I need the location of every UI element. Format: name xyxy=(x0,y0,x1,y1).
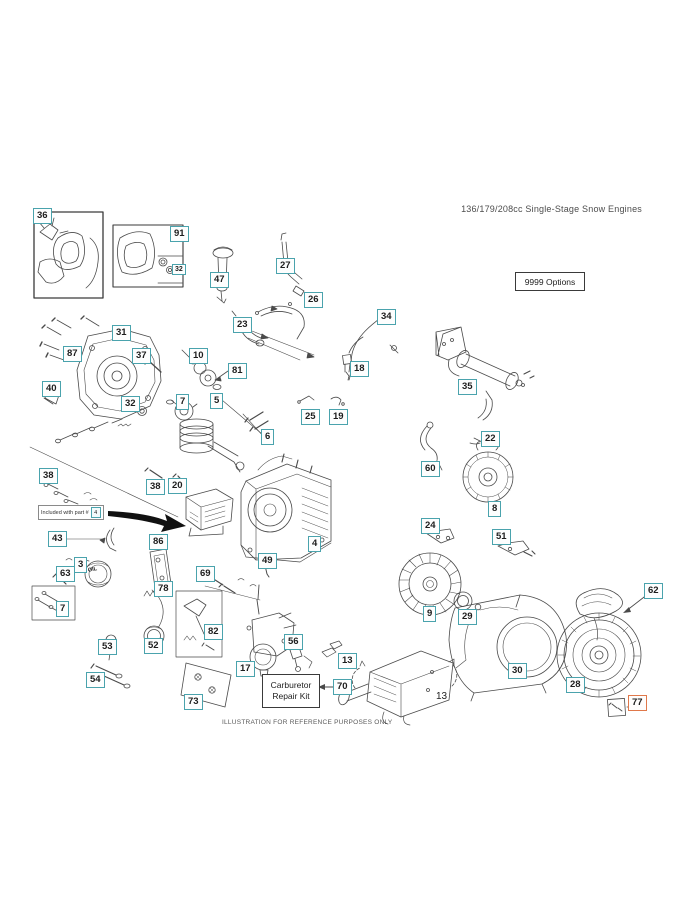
part-callout-19: 19 xyxy=(329,409,348,425)
carburetor-drawing xyxy=(247,585,342,676)
part-callout-51: 51 xyxy=(492,529,511,545)
part-callout-82: 82 xyxy=(204,624,223,640)
part-callout-26: 26 xyxy=(304,292,323,308)
included-with-part-note xyxy=(38,505,104,520)
part-callout-4: 4 xyxy=(308,536,321,552)
part-callout-13: 13 xyxy=(436,691,448,702)
kit-line-1: Carburetor xyxy=(270,680,312,691)
part-callout-27: 27 xyxy=(276,258,295,274)
part-callout-30: 30 xyxy=(508,663,527,679)
part-callout-31: 31 xyxy=(112,325,131,341)
part-callout-8: 8 xyxy=(488,501,501,517)
part-callout-10: 10 xyxy=(189,348,208,364)
part-callout-32: 32 xyxy=(121,396,140,412)
part-callout-24: 24 xyxy=(421,518,440,534)
part-callout-34: 34 xyxy=(377,309,396,325)
part-callout-9: 9 xyxy=(423,606,436,622)
crankcase-cover-drawing xyxy=(40,316,161,419)
part-callout-56: 56 xyxy=(284,634,303,650)
part-callout-25: 25 xyxy=(301,409,320,425)
choke-knob-drawing xyxy=(290,647,312,672)
part-callout-6: 6 xyxy=(261,429,274,445)
clips-drawing xyxy=(298,396,345,405)
included-arrow xyxy=(108,511,186,532)
part-callout-63: 63 xyxy=(56,566,75,582)
part-callout-62: 62 xyxy=(644,583,663,599)
carburetor-repair-kit-box xyxy=(262,674,320,708)
starter-pulley-drawing xyxy=(463,441,513,502)
kit-line-2: Repair Kit xyxy=(272,691,310,701)
starter-motor-drawing xyxy=(436,327,534,391)
part-callout-17: 17 xyxy=(236,661,255,677)
part-callout-60: 60 xyxy=(421,461,440,477)
part-callout-40: 40 xyxy=(42,381,61,397)
part-callout-54: 54 xyxy=(86,672,105,688)
part-callout-28: 28 xyxy=(566,677,585,693)
options-box: 9999 Options xyxy=(515,272,585,291)
part-callout-70: 70 xyxy=(333,679,352,695)
part-callout-23: 23 xyxy=(233,317,252,333)
gasket-set-drawing xyxy=(34,212,103,298)
part-callout-38: 38 xyxy=(146,479,165,495)
part-callout-13: 13 xyxy=(338,653,357,669)
part-callout-37: 37 xyxy=(132,348,151,364)
part-callout-77: 77 xyxy=(628,695,647,711)
part-callout-32: 32 xyxy=(172,264,186,275)
part-callout-35: 35 xyxy=(458,379,477,395)
part-callout-73: 73 xyxy=(184,694,203,710)
part-callout-7: 7 xyxy=(56,601,69,617)
included-note-text: Included with part # xyxy=(41,509,89,516)
included-part-ref: 4 xyxy=(91,507,101,518)
part-callout-3: 3 xyxy=(74,557,87,573)
part-callout-81: 81 xyxy=(228,363,247,379)
part-callout-38: 38 xyxy=(39,468,58,484)
part-callout-18: 18 xyxy=(350,361,369,377)
part-callout-49: 49 xyxy=(258,553,277,569)
disclaimer-text: ILLUSTRATION FOR REFERENCE PURPOSES ONLY xyxy=(222,719,393,726)
part-callout-53: 53 xyxy=(98,639,117,655)
part-callout-86: 86 xyxy=(149,534,168,550)
part-callout-91: 91 xyxy=(170,226,189,242)
part-callout-43: 43 xyxy=(48,531,67,547)
governor-drawing xyxy=(145,350,228,390)
bracket-43-drawing xyxy=(67,528,116,551)
heat-box-drawing xyxy=(186,489,233,536)
oil-cap-text: OIL xyxy=(87,566,98,574)
part-callout-5: 5 xyxy=(210,393,223,409)
part-callout-47: 47 xyxy=(210,272,229,288)
part-callout-69: 69 xyxy=(196,566,215,582)
part-callout-22: 22 xyxy=(481,431,500,447)
part-callout-52: 52 xyxy=(144,638,163,654)
part-callout-78: 78 xyxy=(154,581,173,597)
part-callout-7: 7 xyxy=(176,394,189,410)
part-callout-20: 20 xyxy=(168,478,187,494)
part-callout-87: 87 xyxy=(63,346,82,362)
kit-arrow xyxy=(318,684,333,690)
page-title: 136/179/208cc Single-Stage Snow Engines xyxy=(461,204,642,214)
part-callout-29: 29 xyxy=(458,609,477,625)
fuel-line-drawing xyxy=(248,303,314,361)
part-callout-36: 36 xyxy=(33,208,52,224)
small-brackets-drawing xyxy=(426,529,535,556)
